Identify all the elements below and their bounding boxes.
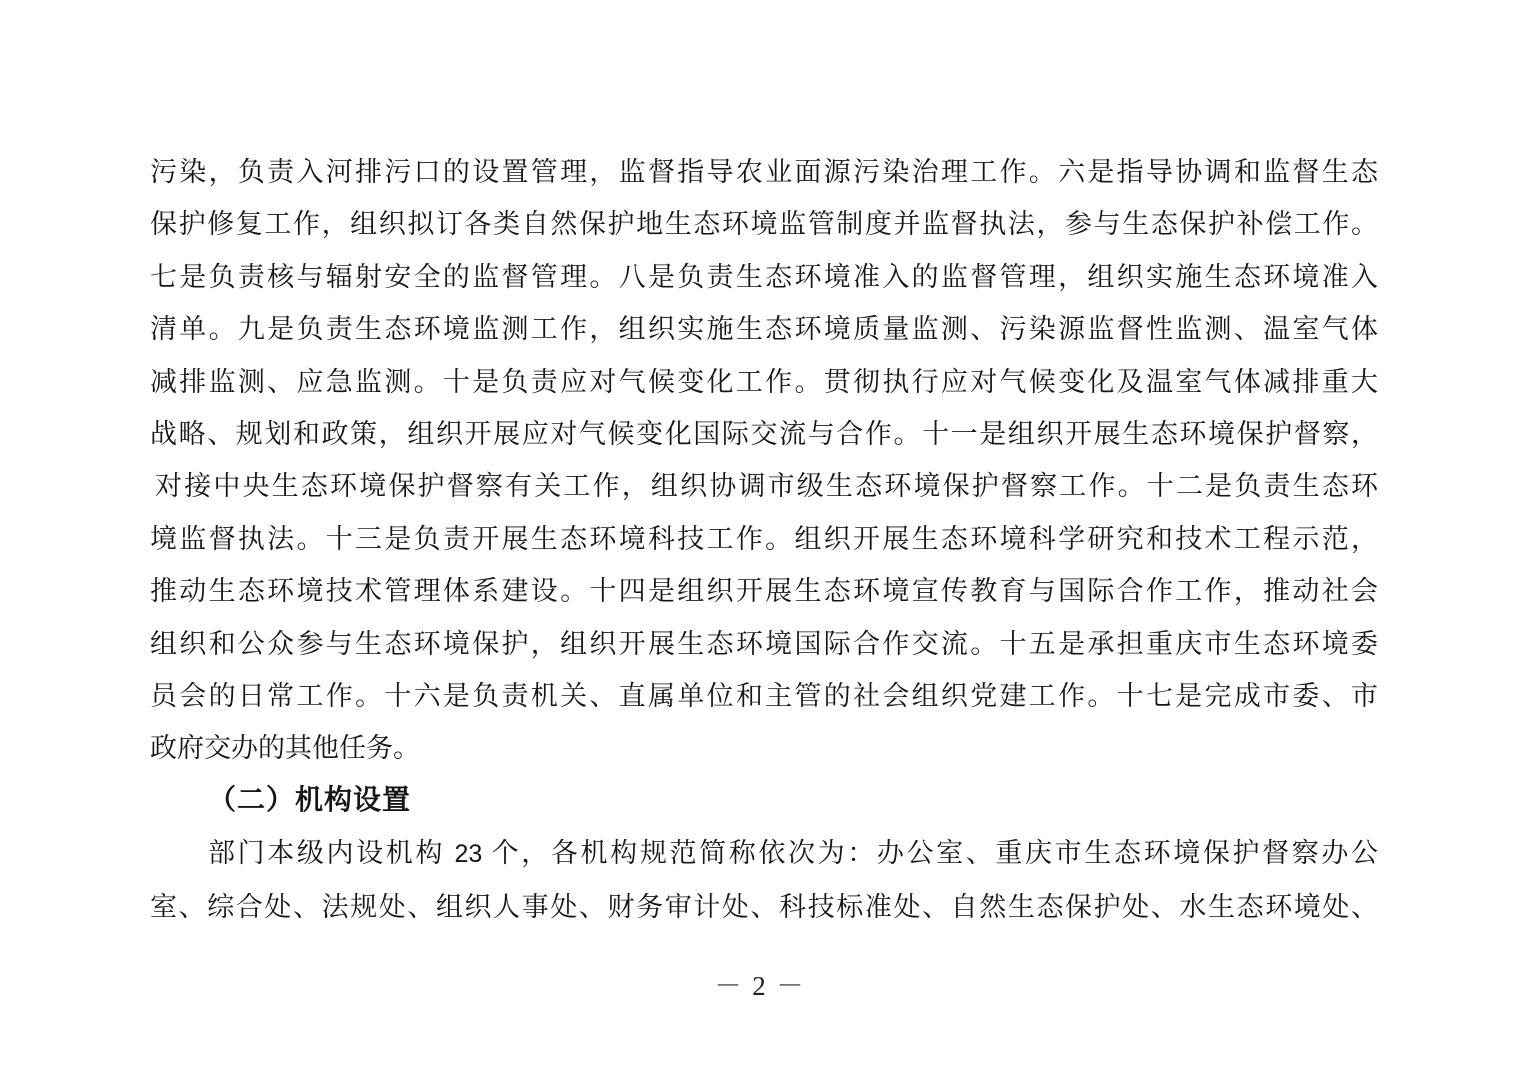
body-line: 保护修复工作，组织拟订各类自然保护地生态环境监管制度并监督执法，参与生态保护补偿工作。 [150, 209, 1378, 240]
body-line: 清单。九是负责生态环境监测工作，组织实施生态环境质量监测、污染源监督性监测、温室气体 [150, 314, 1378, 345]
body-line: 战略、规划和政策，组织开展应对气候变化国际交流与合作。十一是组织开展生态环境保护督察， [150, 419, 1378, 450]
body-line-orgs [150, 827, 1378, 880]
orgs-count-number: 23 [454, 840, 483, 869]
section-heading: （二）机构设置 [208, 784, 412, 816]
orgs-text-before-count: 部门本级内设机构 [208, 838, 455, 869]
body-line: 境监督执法。十三是负责开展生态环境科技工作。组织开展生态环境科学研究和技术工程示范， [150, 523, 1378, 554]
body-line: 推动生态环境技术管理体系建设。十四是组织开展生态环境宣传教育与国际合作工作，推动社会 [150, 576, 1378, 607]
body-line: 七是负责核与辐射安全的监督管理。八是负责生态环境准入的监督管理，组织实施生态环境准入 [150, 261, 1378, 292]
body-line: 政府交办的其他任务。 [150, 733, 420, 764]
body-line: 对接中央生态环境保护督察有关工作，组织协调市级生态环境保护督察工作。十二是负责生态环 [155, 471, 1378, 502]
page-number: － 2 － [714, 971, 806, 1001]
body-line: 减排监测、应急监测。十是负责应对气候变化工作。贯彻执行应对气候变化及温室气体减排重大 [150, 366, 1378, 397]
body-line: 污染，负责入河排污口的设置管理，监督指导农业面源污染治理工作。六是指导协调和监督生态 [150, 157, 1378, 187]
body-line: 组织和公众参与生态环境保护，组织开展生态环境国际合作交流。十五是承担重庆市生态环境委 [150, 628, 1378, 659]
body-line: 员会的日常工作。十六是负责机关、直属单位和主管的社会组织党建工作。十七是完成市委、市 [150, 681, 1378, 712]
body-line: 室、综合处、法规处、组织人事处、财务审计处、科技标准处、自然生态保护处、水生态环境处、 [150, 891, 1378, 922]
orgs-text-after-count: 个，各机构规范简称依次为：办公室、重庆市生态环境保护督察办公 [482, 838, 1379, 869]
document-body [150, 146, 1378, 933]
